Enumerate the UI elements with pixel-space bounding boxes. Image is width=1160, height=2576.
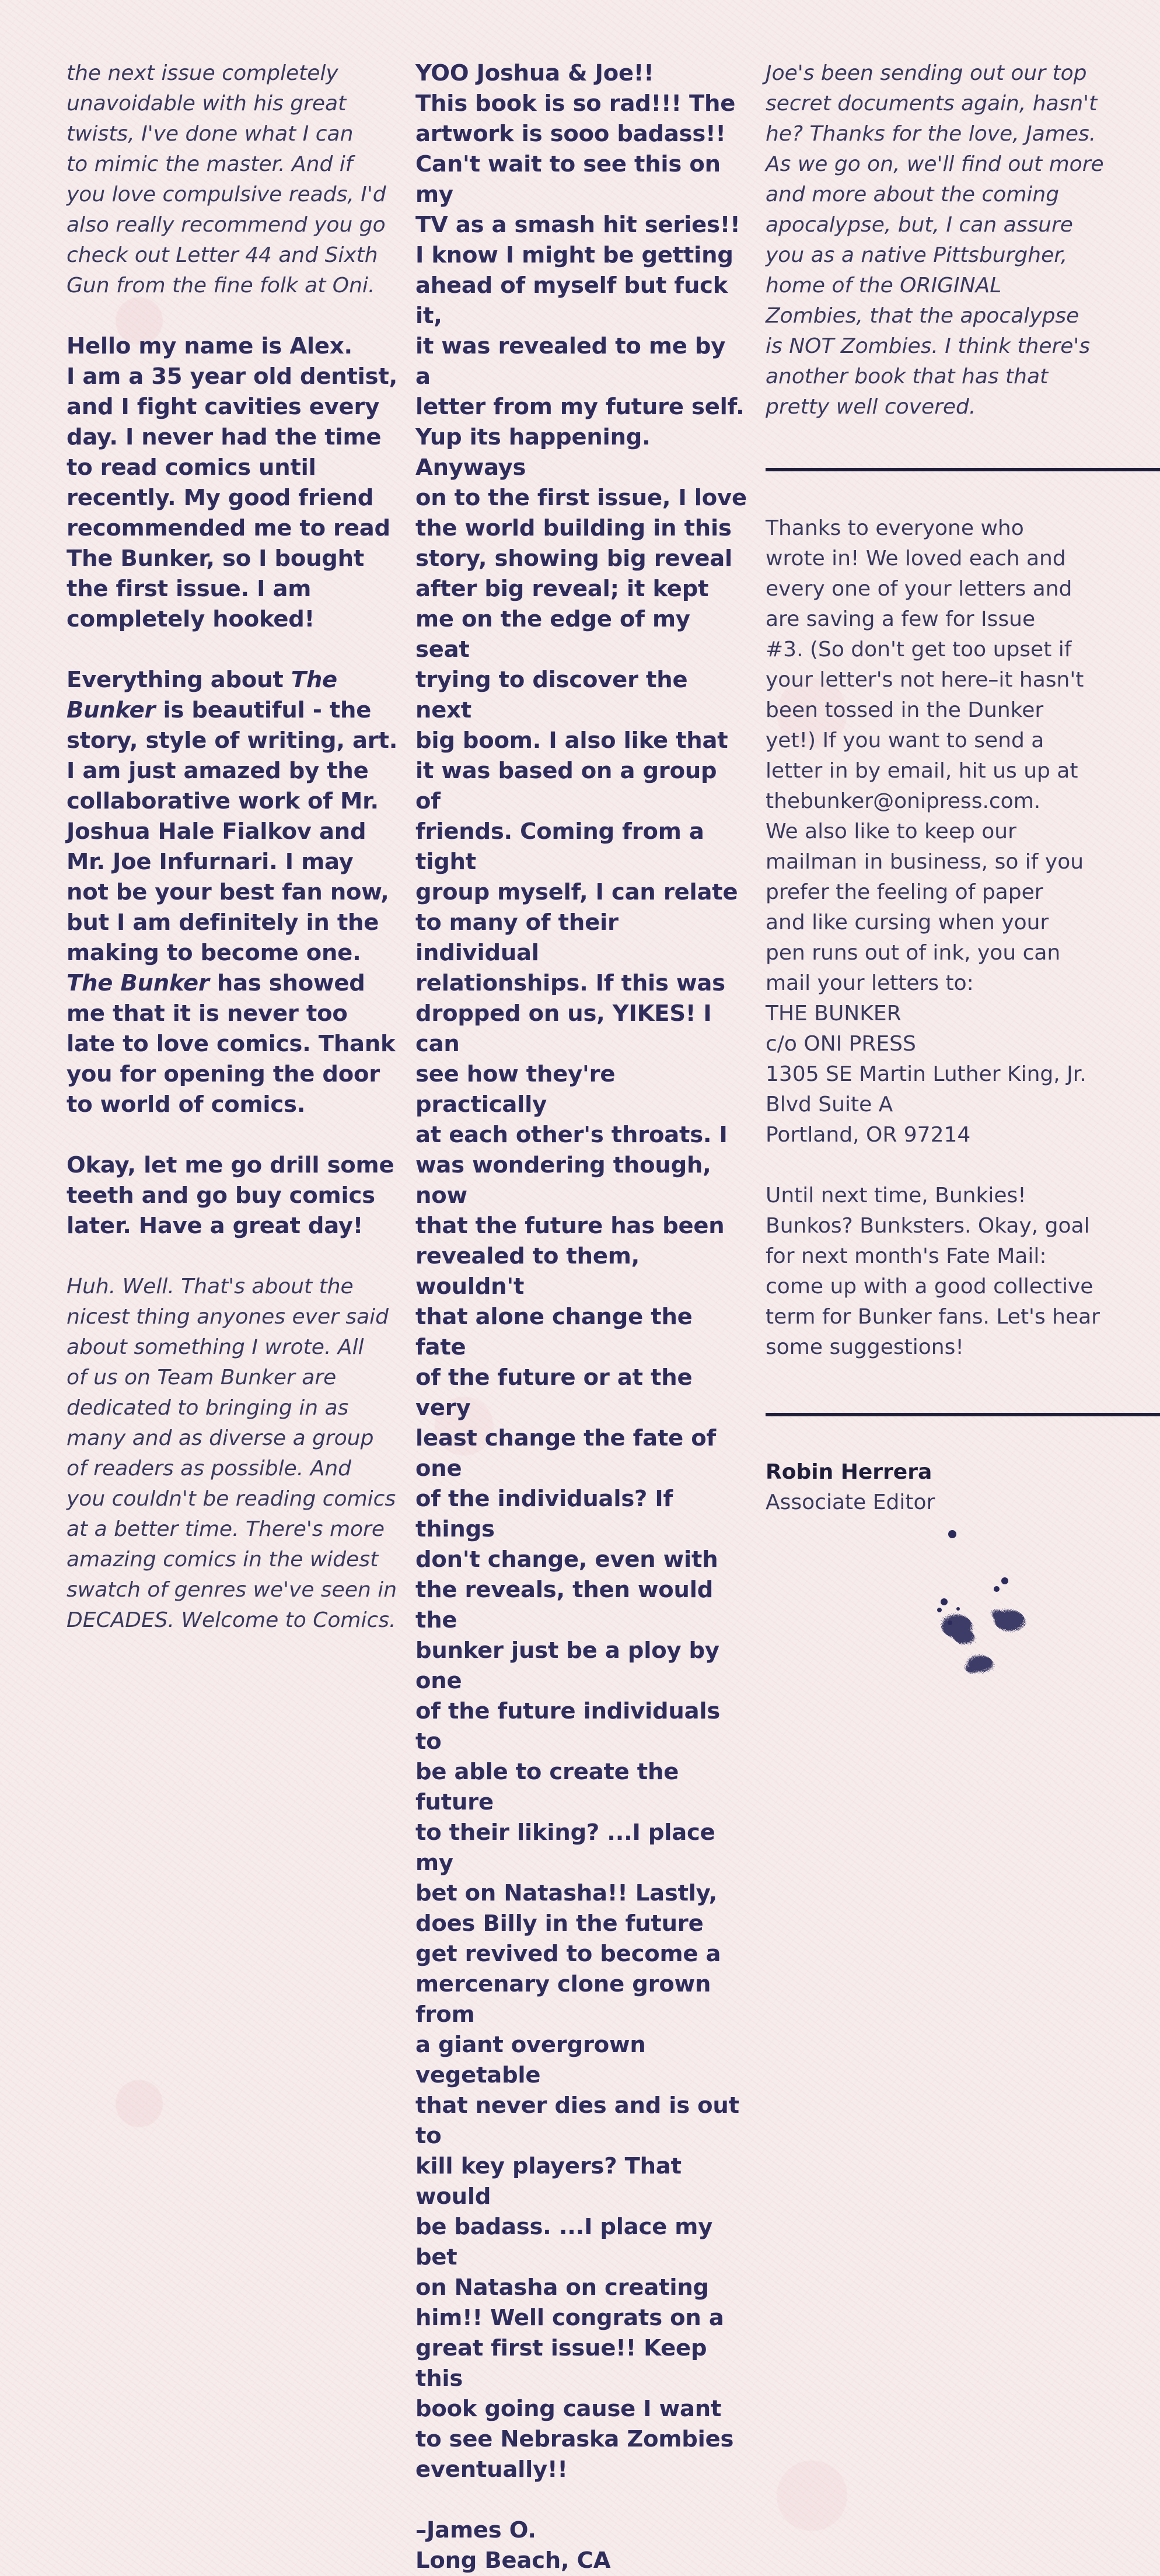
reply-line: is NOT Zombies. I think there's	[766, 334, 1091, 358]
reply-line: twists, I've done what I can	[67, 122, 354, 146]
letter-alex-paragraph-1	[67, 331, 399, 635]
letter-line: it was based on a group of	[415, 758, 717, 814]
reply-alex	[67, 1272, 399, 1636]
letter-line: late to love comics. Thank	[67, 1031, 396, 1057]
letter-line: to world of comics.	[67, 1091, 306, 1118]
letter-line: day. I never had the time	[67, 424, 382, 450]
right-column	[766, 58, 1160, 422]
letter-line: This book is so rad!!! The	[415, 90, 736, 117]
letter-line: after big reveal; it kept	[415, 576, 709, 602]
letter-line: Hello my name is Alex.	[67, 333, 352, 359]
reply-line: DECADES. Welcome to Comics.	[67, 1608, 396, 1632]
editor-name: Robin Herrera	[766, 1460, 932, 1484]
letter-line: the world building in this	[415, 515, 732, 541]
letter-alex-paragraph-3	[67, 1150, 399, 1241]
letter-line: but I am definitely in the	[67, 909, 379, 936]
letter-line: story, showing big reveal	[415, 545, 733, 572]
text-line: Until next time, Bunkies!	[766, 1184, 1026, 1208]
reply-line: the next issue completely	[67, 61, 338, 85]
section-divider	[766, 1413, 1160, 1416]
letter-line: see how they're practically	[415, 1061, 616, 1118]
text-line: thebunker@onipress.com.	[766, 789, 1041, 813]
reply-line: Huh. Well. That's about the	[67, 1275, 354, 1298]
letter-line: not be your best fan now,	[67, 879, 389, 905]
letter-line: artwork is sooo badass!!	[415, 121, 726, 147]
letter-line: of the future or at the very	[415, 1364, 693, 1421]
letter-line	[67, 968, 399, 999]
text-line: Bunkos? Bunksters. Okay, goal	[766, 1214, 1090, 1238]
letter-text: Everything about	[67, 667, 291, 693]
letter-line: great first issue!! Keep this	[415, 2335, 707, 2392]
text-line: your letter's not here–it hasn't	[766, 668, 1084, 692]
letter-line: trying to discover the next	[415, 667, 688, 723]
letter-line: of the future individuals to	[415, 1698, 721, 1755]
left-column	[67, 58, 399, 1636]
reply-line: and more about the coming	[766, 183, 1060, 206]
text-line: #3. (So don't get too upset if	[766, 638, 1072, 662]
reply-line: another book that has that	[766, 365, 1049, 388]
text-line: for next month's Fate Mail:	[766, 1244, 1047, 1268]
reply-line: unavoidable with his great	[67, 92, 347, 116]
letter-line: I am a 35 year old dentist,	[67, 363, 398, 390]
reply-james	[766, 58, 1160, 422]
book-title: Bunker	[67, 697, 156, 723]
address-line: Portland, OR 97214	[766, 1123, 971, 1147]
letter-line: and I fight cavities every	[67, 394, 380, 420]
letter-line: to many of their individual	[415, 909, 619, 966]
reply-top	[67, 58, 399, 301]
reply-line: Zombies, that the apocalypse	[766, 304, 1079, 328]
letter-line: that the future has been	[415, 1213, 725, 1239]
reply-line: nicest thing anyones ever said	[67, 1305, 389, 1329]
text-line: been tossed in the Dunker	[766, 698, 1044, 722]
right-column-lower	[766, 513, 1160, 1363]
text-line: prefer the feeling of paper	[766, 880, 1043, 904]
text-line: term for Bunker fans. Let's hear	[766, 1305, 1100, 1329]
book-title: The Bunker	[67, 970, 209, 996]
reply-line: pretty well covered.	[766, 395, 976, 419]
letter-line: teeth and go buy comics	[67, 1182, 375, 1209]
letter-line: group myself, I can relate	[415, 879, 738, 905]
reply-line: you love compulsive reads, I'd	[67, 183, 386, 206]
mailing-address	[766, 999, 1160, 1150]
letter-line: me on the edge of my seat	[415, 606, 690, 663]
address-line: THE BUNKER	[766, 1002, 902, 1026]
letter-alex-paragraph-2	[67, 665, 399, 1120]
letter-line: be able to create the future	[415, 1759, 679, 1815]
letter-line: bet on Natasha!! Lastly,	[415, 1880, 718, 1906]
reply-line: secret documents again, hasn't	[766, 92, 1098, 116]
letter-text: is beautiful - the	[155, 697, 372, 723]
letter-line: a giant overgrown vegetable	[415, 2032, 646, 2088]
letter-line: revealed to them, wouldn't	[415, 1243, 640, 1300]
letter-line: was wondering though, now	[415, 1152, 711, 1209]
letter-line: ahead of myself but fuck it,	[415, 272, 728, 329]
letter-line: bunker just be a ploy by one	[415, 1637, 719, 1694]
reply-line: swatch of genres we've seen in	[67, 1578, 397, 1602]
letter-line: be badass. ...I place my bet	[415, 2214, 713, 2270]
letter-line: recommended me to read	[67, 515, 390, 541]
letter-line: kill key players? That would	[415, 2153, 682, 2210]
text-line: and like cursing when your	[766, 911, 1049, 935]
text-line: mail your letters to:	[766, 971, 974, 995]
letter-line: to read comics until	[67, 454, 316, 481]
signoff-place: Long Beach, CA	[415, 2547, 611, 2574]
text-line: mailman in business, so if you	[766, 850, 1084, 874]
section-divider	[766, 468, 1160, 471]
letter-line: TV as a smash hit series!!	[415, 212, 740, 238]
letter-line: least change the fate of one	[415, 1425, 717, 1482]
letter-line: me that it is never too	[67, 1000, 348, 1027]
text-line: come up with a good collective	[766, 1275, 1093, 1298]
reply-line: he? Thanks for the love, James.	[766, 122, 1096, 146]
editor-title: Associate Editor	[766, 1490, 935, 1514]
reply-line: Gun from the fine folk at Oni.	[67, 274, 375, 298]
text-line: Thanks to everyone who	[766, 516, 1024, 540]
reply-line: amazing comics in the widest	[67, 1548, 379, 1572]
text-line: some suggestions!	[766, 1335, 964, 1359]
letter-line: on Natasha on creating	[415, 2274, 709, 2301]
reply-line: dedicated to bringing in as	[67, 1396, 349, 1420]
reply-line: of readers as possible. And	[67, 1457, 351, 1480]
letter-line: relationships. If this was	[415, 970, 725, 996]
letter-line: mercenary clone grown from	[415, 1971, 711, 2028]
text-line: wrote in! We loved each and	[766, 547, 1066, 570]
editor-signature	[766, 1457, 1160, 1518]
letter-line: collaborative work of Mr.	[67, 788, 379, 814]
reply-line: at a better time. There's more	[67, 1517, 385, 1541]
letter-line: Can't wait to see this on my	[415, 151, 721, 208]
address-line: 1305 SE Martin Luther King, Jr.	[766, 1062, 1086, 1086]
letter-line: that never dies and is out to	[415, 2092, 739, 2149]
letter-james	[415, 58, 748, 2485]
letter-line: later. Have a great day!	[67, 1213, 364, 1239]
letter-line: get revived to become a	[415, 1941, 721, 1967]
reply-line: about something I wrote. All	[67, 1335, 364, 1359]
letter-line: don't change, even with	[415, 1546, 718, 1573]
letter-line: friends. Coming from a tight	[415, 818, 704, 875]
reply-line: to mimic the master. And if	[67, 152, 353, 176]
letter-line: at each other's throats. I	[415, 1122, 728, 1148]
letter-line: big boom. I also like that	[415, 727, 728, 754]
text-line: every one of your letters and	[766, 577, 1072, 601]
letter-line: The Bunker, so I bought	[67, 545, 365, 572]
letter-line: him!! Well congrats on a	[415, 2305, 724, 2331]
letter-line: that alone change the fate	[415, 1304, 693, 1360]
reply-line: you as a native Pittsburgher,	[766, 243, 1068, 267]
letter-line: completely hooked!	[67, 606, 315, 632]
reply-line: check out Letter 44 and Sixth	[67, 243, 378, 267]
address-line: c/o ONI PRESS	[766, 1032, 916, 1056]
letter-line: the first issue. I am	[67, 576, 312, 602]
letter-line: making to become one.	[67, 940, 361, 966]
letter-line	[67, 665, 399, 695]
letter-line: book going cause I want	[415, 2396, 722, 2422]
letter-line: it was revealed to me by a	[415, 333, 726, 390]
letter-line: I know I might be getting	[415, 242, 733, 268]
reply-line: also really recommend you go	[67, 213, 386, 237]
book-title: The	[291, 667, 337, 693]
thanks-paragraph	[766, 513, 1160, 999]
signoff-name: –James O.	[415, 2517, 536, 2543]
text-line: are saving a few for Issue	[766, 607, 1036, 631]
letter-line: to see Nebraska Zombies	[415, 2426, 734, 2452]
letter-line: Joshua Hale Fialkov and	[67, 818, 366, 845]
text-line: letter in by email, hit us up at	[766, 759, 1078, 783]
letter-line: letter from my future self.	[415, 394, 745, 420]
reply-line: many and as diverse a group	[67, 1426, 374, 1450]
letter-line: Yup its happening. Anyways	[415, 424, 651, 481]
letter-line: recently. My good friend	[67, 485, 374, 511]
text-line: yet!) If you want to send a	[766, 729, 1044, 752]
letter-line: YOO Joshua & Joe!!	[415, 60, 654, 86]
letter-line	[67, 695, 399, 726]
text-line: We also like to keep our	[766, 820, 1016, 844]
letter-text: has showed	[209, 970, 365, 996]
text-line: pen runs out of ink, you can	[766, 941, 1061, 965]
reply-line: apocalypse, but, I can assure	[766, 213, 1073, 237]
letter-line: the reveals, then would the	[415, 1577, 714, 1633]
letter-line: eventually!!	[415, 2456, 568, 2483]
letter-line: of the individuals? If things	[415, 1486, 673, 1542]
reply-line: Joe's been sending out our top	[766, 61, 1087, 85]
ink-splatter-icon	[922, 1517, 1062, 1692]
closing-paragraph	[766, 1181, 1160, 1363]
letter-line: Mr. Joe Infurnari. I may	[67, 849, 354, 875]
letter-line: on to the first issue, I love	[415, 485, 747, 511]
reply-line: you couldn't be reading comics	[67, 1487, 396, 1511]
reply-line: of us on Team Bunker are	[67, 1366, 337, 1390]
reply-line: As we go on, we'll find out more	[766, 152, 1104, 176]
letter-line: you for opening the door	[67, 1061, 380, 1087]
letter-line: story, style of writing, art.	[67, 727, 398, 754]
middle-column	[415, 58, 748, 2576]
letter-line: dropped on us, YIKES! I can	[415, 1000, 712, 1057]
reply-line: home of the ORIGINAL	[766, 274, 1002, 298]
address-line: Blvd Suite A	[766, 1093, 893, 1116]
letter-line: Okay, let me go drill some	[67, 1152, 394, 1178]
letter-line: does Billy in the future	[415, 1910, 704, 1937]
letter-line: to their liking? ...I place my	[415, 1819, 715, 1876]
letter-line: I am just amazed by the	[67, 758, 369, 784]
